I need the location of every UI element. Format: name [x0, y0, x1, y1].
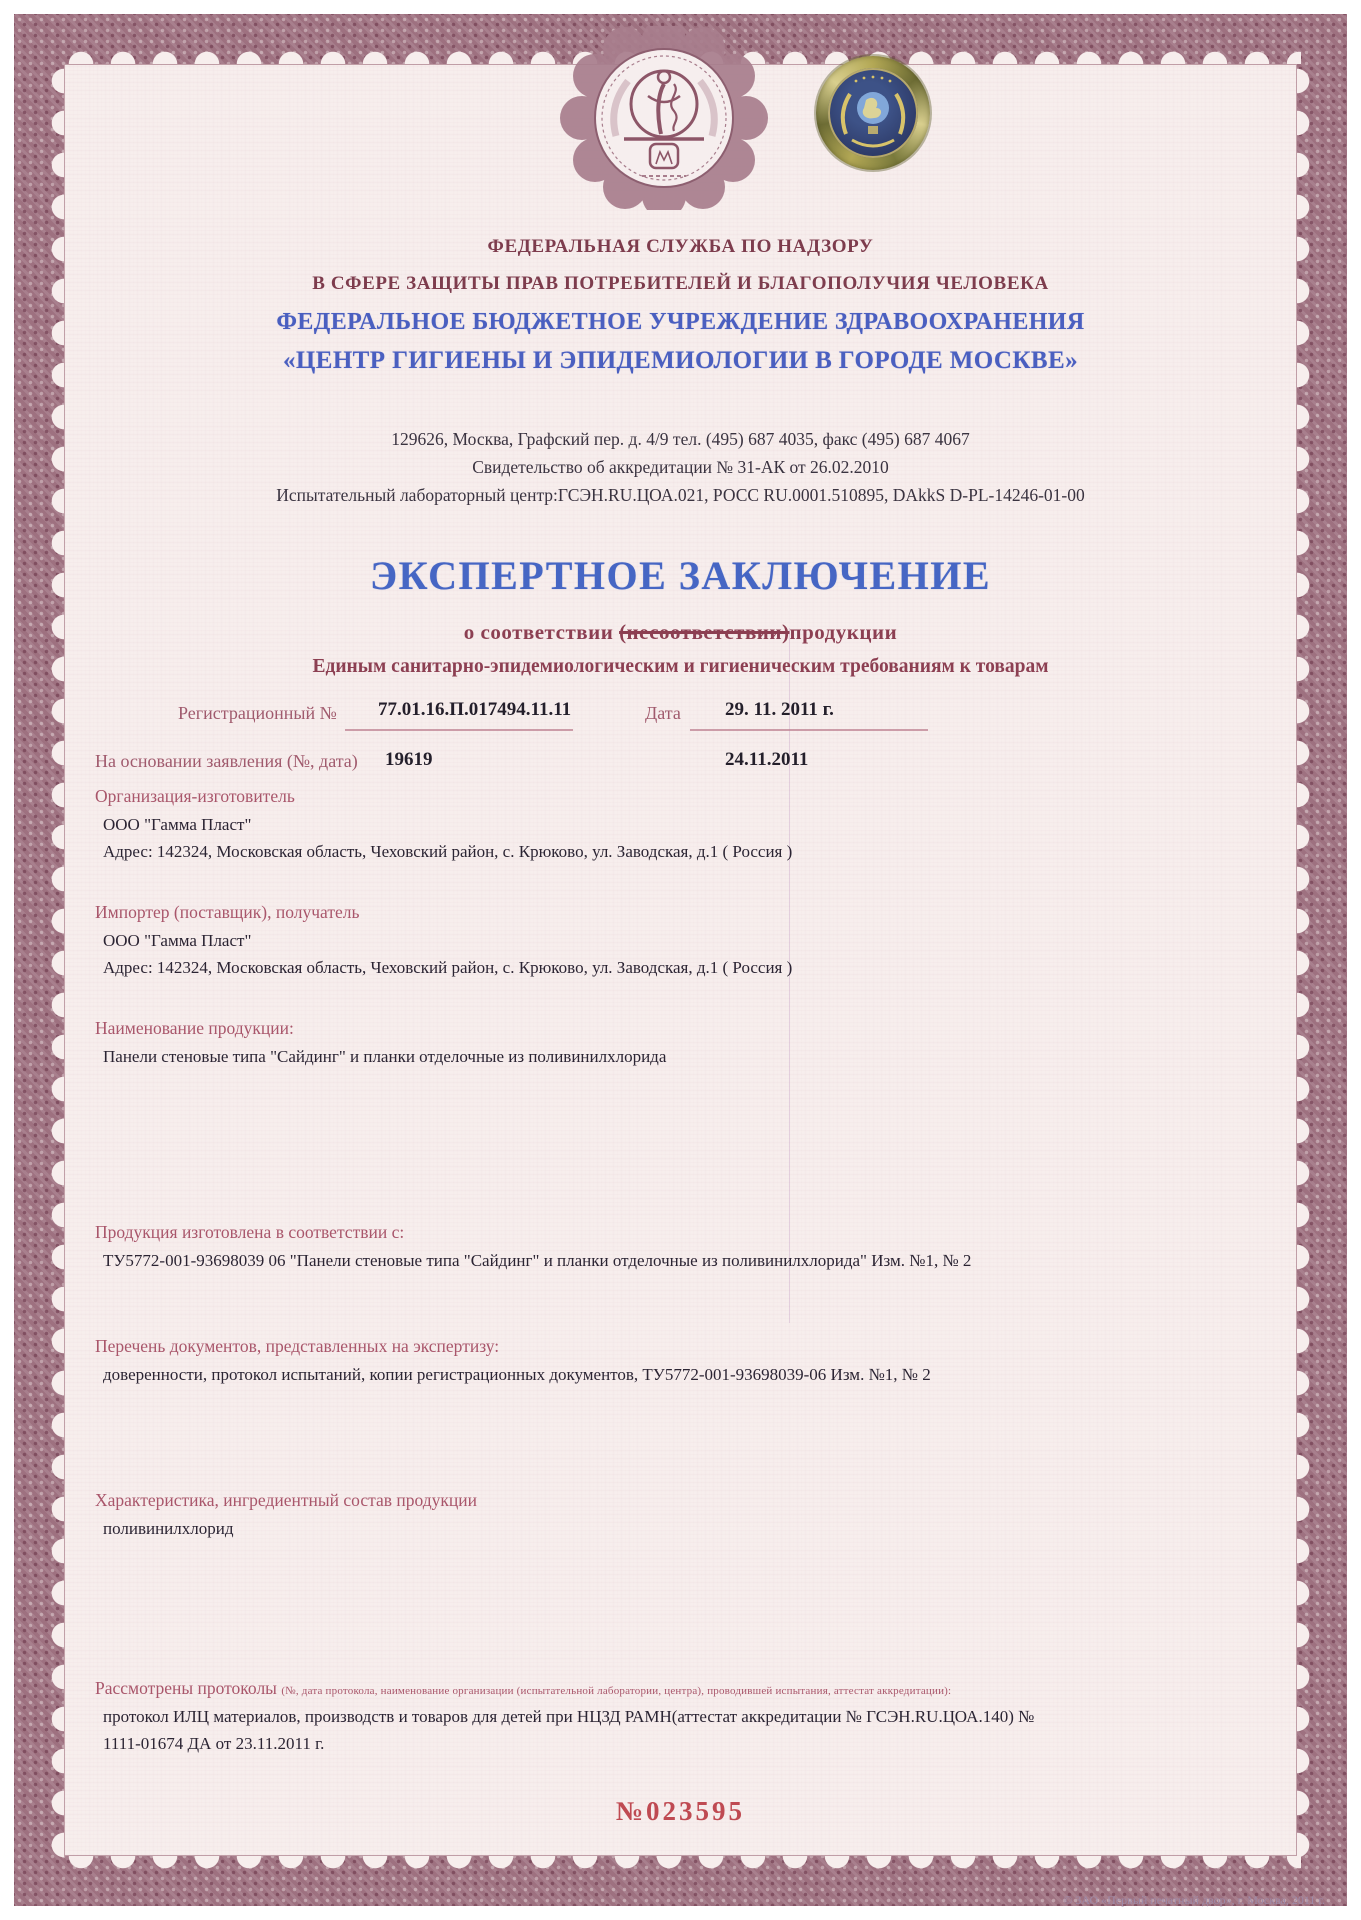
section-label: Продукция изготовлена в соответствии с:: [95, 1222, 405, 1242]
section-label: Наименование продукции:: [95, 1018, 294, 1038]
application-number: 19619: [385, 749, 433, 770]
section-manufactured-accordance: [95, 1222, 1266, 1274]
document-title: ЭКСПЕРТНОЕ ЗАКЛЮЧЕНИЕ: [369, 553, 992, 598]
subtitle-suffix: продукции: [789, 620, 898, 644]
institution-name-line2: «ЦЕНТР ГИГИЕНЫ И ЭПИДЕМИОЛОГИИ В ГОРОДЕ МОСКВЕ»: [283, 347, 1078, 374]
section-documents-list: [95, 1336, 1266, 1388]
section-line: доверенности, протокол испытаний, копии регистрационных документов, ТУ5772-001-93698039-06 Изм. №1, № 2: [103, 1365, 931, 1384]
section-product-name: [95, 1018, 1266, 1070]
subtitle-prefix: о соответствии: [463, 620, 620, 644]
lab-center-line: Испытательный лабораторный центр:ГСЭН.RU.ЦОА.021, РОСС RU.0001.510895, DAkkS D-PL-14246-01-00: [276, 485, 1085, 505]
application-date: 24.11.2011: [725, 749, 809, 770]
registration-underline: [345, 729, 573, 731]
protocols-label-small: (№, дата протокола, наименование организации (испытательной лаборатории, центра), проводившей испытания, аттестат аккредитации):: [281, 1685, 952, 1697]
date-underline: [690, 729, 928, 731]
certificate-serial-number: №023595: [615, 1796, 746, 1826]
document-subtitle: [0, 620, 1361, 645]
hygieia-medical-rosette-seal-icon: [558, 26, 770, 210]
agency-name-line2: В СФЕРЕ ЗАЩИТЫ ПРАВ ПОТРЕБИТЕЛЕЙ И БЛАГОПОЛУЧИЯ ЧЕЛОВЕКА: [312, 273, 1049, 294]
section-line: Адрес: 142324, Московская область, Чеховский район, с. Крюково, ул. Заводская, д.1 ( Россия ): [103, 842, 793, 861]
protocols-label-main: Рассмотрены протоколы: [95, 1678, 277, 1698]
section-label: Характеристика, ингредиентный состав продукции: [95, 1490, 477, 1510]
holographic-accreditation-seal-icon: [816, 56, 930, 170]
section-label: Организация-изготовитель: [95, 786, 295, 806]
agency-name-line1: ФЕДЕРАЛЬНАЯ СЛУЖБА ПО НАДЗОРУ: [487, 236, 874, 257]
section-importer: [95, 902, 1266, 981]
printer-copyright: © ЗАО «Первый печатный двор», г. Москва, 2011 г.: [1063, 1893, 1325, 1907]
registration-number-value: 77.01.16.П.017494.11.11: [378, 699, 572, 720]
section-label: [95, 1678, 1266, 1699]
subtitle-struck-text: (несоответствии): [619, 620, 790, 644]
section-line: ООО "Гамма Пласт": [103, 931, 252, 950]
section-line: ТУ5772-001-93698039 06 "Панели стеновые типа "Сайдинг" и планки отделочные из поливинилхлорида" Изм. №1, № 2: [103, 1251, 972, 1270]
section-line: ООО "Гамма Пласт": [103, 815, 252, 834]
section-characteristics: [95, 1490, 1266, 1542]
application-label: На основании заявления (№, дата): [95, 751, 358, 771]
date-value: 29. 11. 2011 г.: [725, 699, 834, 720]
accreditation-line: Свидетельство об аккредитации № 31-АК от 26.02.2010: [472, 457, 889, 477]
institution-name-line1: ФЕДЕРАЛЬНОЕ БЮДЖЕТНОЕ УЧРЕЖДЕНИЕ ЗДРАВООХРАНЕНИЯ: [276, 309, 1085, 335]
section-label: Перечень документов, представленных на экспертизу:: [95, 1336, 500, 1356]
section-line: Панели стеновые типа "Сайдинг" и планки отделочные из поливинилхлорида: [103, 1047, 667, 1066]
address-line: 129626, Москва, Графский пер. д. 4/9 тел. (495) 687 4035, факс (495) 687 4067: [391, 429, 970, 449]
registration-number-label: Регистрационный №: [178, 703, 337, 723]
section-line: 1111-01674 ДА от 23.11.2011 г.: [103, 1734, 325, 1753]
requirements-line: Единым санитарно-эпидемиологическим и гигиеническим требованиям к товарам: [312, 656, 1049, 677]
section-line: Адрес: 142324, Московская область, Чеховский район, с. Крюково, ул. Заводская, д.1 ( Россия ): [103, 958, 793, 977]
section-protocols: [95, 1678, 1266, 1757]
section-label: Импортер (поставщик), получатель: [95, 902, 360, 922]
section-manufacturer: [95, 786, 1266, 865]
section-line: протокол ИЛЦ материалов, производств и товаров для детей при НЦЗД РАМН(аттестат аккредитации № ГСЭН.RU.ЦОА.140) №: [103, 1707, 1035, 1726]
section-line: поливинилхлорид: [103, 1519, 234, 1538]
date-label: Дата: [645, 703, 681, 723]
